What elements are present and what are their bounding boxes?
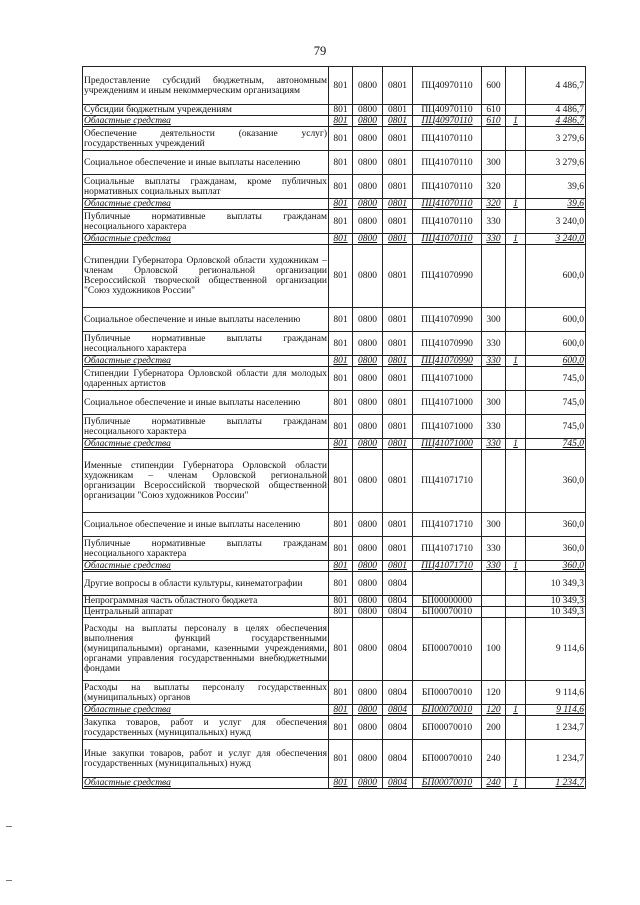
cell-code-section: 0800 — [353, 332, 383, 356]
cell-code-source — [506, 308, 526, 332]
table-row — [83, 415, 586, 439]
cell-amount: 39,6 — [526, 175, 586, 199]
cell-amount: 3 240,0 — [526, 234, 586, 245]
row-name: Социальное обеспечение и иные выплаты населению — [83, 308, 329, 332]
cell-code-expense-type: 330 — [482, 210, 506, 234]
row-name: Непрограммная часть областного бюджета — [83, 596, 329, 607]
cell-code-target: ПЦ41071710 — [413, 513, 482, 537]
cell-code-subsection: 0801 — [383, 210, 413, 234]
cell-code-target: ПЦ41071710 — [413, 561, 482, 572]
cell-code-admin: 801 — [329, 572, 353, 596]
row-name: Расходы на выплаты персоналу государственных (муниципальных) органов — [84, 682, 327, 703]
table-row — [83, 572, 586, 596]
cell-amount: 10 349,3 — [526, 572, 586, 596]
cell-code-section: 0800 — [353, 740, 383, 778]
cell-code-subsection: 0804 — [383, 716, 413, 740]
cell-code-section: 0800 — [353, 716, 383, 740]
cell-code-target: БП00070010 — [413, 618, 482, 681]
cell-code-source — [506, 513, 526, 537]
cell-code-expense-type — [482, 607, 506, 618]
cell-code-source: 1 — [506, 439, 526, 450]
cell-code-target: ПЦ41071000 — [413, 367, 482, 391]
cell-code-source: 1 — [506, 705, 526, 716]
table-row — [83, 681, 586, 705]
cell-amount: 745,0 — [526, 391, 586, 415]
budget-table-body — [83, 67, 586, 789]
cell-code-expense-type: 120 — [482, 681, 506, 705]
cell-amount: 3 279,6 — [526, 127, 586, 151]
table-row — [83, 367, 586, 391]
row-name: Публичные нормативные выплаты гражданам несоциального характера — [84, 416, 327, 437]
cell-code-subsection: 0801 — [383, 105, 413, 116]
cell-code-source — [506, 175, 526, 199]
cell-code-admin: 801 — [329, 618, 353, 681]
row-name: Расходы на выплаты персоналу в целях обеспечения выполнения функций государственными (муниципальными) органами, казенными учреждениями, органами управления государственными внебюджетными фондами — [83, 618, 329, 681]
cell-code-section: 0800 — [353, 234, 383, 245]
cell-code-section: 0800 — [353, 572, 383, 596]
cell-code-admin: 801 — [329, 561, 353, 572]
cell-code-section: 0800 — [353, 561, 383, 572]
cell-code-expense-type: 240 — [482, 740, 506, 778]
table-row — [83, 596, 586, 607]
cell-code-source — [506, 450, 526, 513]
cell-code-section: 0800 — [353, 618, 383, 681]
cell-code-subsection: 0801 — [383, 439, 413, 450]
table-row-regional-funds — [83, 561, 586, 572]
cell-code-source — [506, 572, 526, 596]
cell-code-expense-type — [482, 450, 506, 513]
cell-amount: 1 234,7 — [526, 778, 586, 789]
table-row — [83, 513, 586, 537]
cell-code-source — [506, 210, 526, 234]
cell-code-section: 0800 — [353, 175, 383, 199]
cell-amount: 360,0 — [526, 513, 586, 537]
cell-code-target: ПЦ41070990 — [413, 356, 482, 367]
cell-code-subsection: 0804 — [383, 778, 413, 789]
table-row-regional-funds — [83, 356, 586, 367]
cell-code-admin: 801 — [329, 778, 353, 789]
margin-mark — [6, 826, 12, 827]
cell-code-section: 0800 — [353, 450, 383, 513]
cell-code-section: 0800 — [353, 210, 383, 234]
cell-code-source: 1 — [506, 356, 526, 367]
cell-code-target: БП00000000 — [413, 596, 482, 607]
cell-code-source — [506, 740, 526, 778]
row-name: Публичные нормативные выплаты гражданам несоциального характера — [84, 538, 327, 559]
table-row — [83, 391, 586, 415]
cell-code-expense-type: 330 — [482, 439, 506, 450]
table-row-regional-funds — [83, 778, 586, 789]
row-name: Областные средства — [83, 234, 329, 245]
row-name: Другие вопросы в области культуры, кинематографии — [83, 572, 329, 596]
cell-code-admin: 801 — [329, 356, 353, 367]
budget-table — [82, 66, 586, 789]
cell-amount: 9 114,6 — [526, 618, 586, 681]
cell-code-expense-type: 200 — [482, 716, 506, 740]
table-row — [83, 537, 586, 561]
row-name: Именные стипендии Губернатора Орловской области художникам – членам Орловской региональной организации Всероссийской творческой общественной организации "Союз художников России" — [83, 450, 329, 513]
cell-code-subsection: 0801 — [383, 332, 413, 356]
cell-code-admin: 801 — [329, 332, 353, 356]
cell-code-expense-type: 330 — [482, 234, 506, 245]
cell-code-expense-type: 240 — [482, 778, 506, 789]
cell-code-subsection: 0801 — [383, 450, 413, 513]
cell-code-section: 0800 — [353, 308, 383, 332]
cell-code-section: 0800 — [353, 415, 383, 439]
cell-code-subsection: 0801 — [383, 127, 413, 151]
cell-code-subsection: 0801 — [383, 116, 413, 127]
row-name: Областные средства — [83, 199, 329, 210]
cell-code-expense-type — [482, 596, 506, 607]
cell-code-expense-type — [482, 127, 506, 151]
cell-code-subsection: 0801 — [383, 367, 413, 391]
cell-code-target: ПЦ40970110 — [413, 116, 482, 127]
table-row — [83, 308, 586, 332]
cell-code-source — [506, 716, 526, 740]
cell-code-source — [506, 245, 526, 308]
cell-amount: 745,0 — [526, 367, 586, 391]
cell-code-subsection: 0801 — [383, 199, 413, 210]
cell-code-section: 0800 — [353, 367, 383, 391]
cell-code-expense-type: 300 — [482, 513, 506, 537]
cell-code-expense-type: 320 — [482, 175, 506, 199]
cell-code-subsection: 0804 — [383, 681, 413, 705]
cell-code-section: 0800 — [353, 391, 383, 415]
cell-amount: 9 114,6 — [526, 705, 586, 716]
cell-code-expense-type: 330 — [482, 332, 506, 356]
cell-code-target: ПЦ41070990 — [413, 308, 482, 332]
row-name: Социальное обеспечение и иные выплаты населению — [83, 151, 329, 175]
cell-code-expense-type: 330 — [482, 356, 506, 367]
cell-code-expense-type: 610 — [482, 116, 506, 127]
row-name: Иные закупки товаров, работ и услуг для обеспечения государственных (муниципальных) нужд — [83, 740, 329, 778]
cell-code-admin: 801 — [329, 151, 353, 175]
cell-code-section: 0800 — [353, 67, 383, 105]
margin-mark — [6, 880, 12, 881]
cell-code-source — [506, 681, 526, 705]
cell-code-subsection: 0801 — [383, 151, 413, 175]
cell-code-subsection: 0801 — [383, 245, 413, 308]
cell-code-section: 0800 — [353, 607, 383, 618]
cell-code-admin: 801 — [329, 199, 353, 210]
cell-amount: 360,0 — [526, 561, 586, 572]
cell-code-subsection: 0801 — [383, 234, 413, 245]
cell-code-expense-type: 120 — [482, 705, 506, 716]
cell-code-target: БП00070010 — [413, 705, 482, 716]
cell-code-section: 0800 — [353, 439, 383, 450]
cell-code-expense-type: 610 — [482, 105, 506, 116]
cell-code-admin: 801 — [329, 127, 353, 151]
table-row — [83, 450, 586, 513]
cell-code-source: 1 — [506, 199, 526, 210]
row-name: Социальное обеспечение и иные выплаты населению — [83, 513, 329, 537]
cell-code-subsection: 0801 — [383, 537, 413, 561]
cell-code-section: 0800 — [353, 151, 383, 175]
cell-code-target: ПЦ41071000 — [413, 391, 482, 415]
cell-code-admin: 801 — [329, 716, 353, 740]
cell-code-expense-type — [482, 245, 506, 308]
cell-code-subsection: 0804 — [383, 618, 413, 681]
cell-code-source: 1 — [506, 234, 526, 245]
cell-code-target: ПЦ41070990 — [413, 245, 482, 308]
cell-code-admin: 801 — [329, 210, 353, 234]
cell-code-target: ПЦ40970110 — [413, 105, 482, 116]
row-name: Областные средства — [83, 705, 329, 716]
cell-code-subsection: 0801 — [383, 308, 413, 332]
cell-amount: 1 234,7 — [526, 716, 586, 740]
cell-code-source: 1 — [506, 561, 526, 572]
cell-code-subsection: 0804 — [383, 607, 413, 618]
cell-code-section: 0800 — [353, 513, 383, 537]
row-name: Областные средства — [83, 356, 329, 367]
row-name: Обеспечение деятельности (оказание услуг) государственных учреждений — [84, 128, 327, 149]
cell-code-source — [506, 415, 526, 439]
cell-code-subsection: 0801 — [383, 415, 413, 439]
cell-code-target: БП00070010 — [413, 716, 482, 740]
cell-code-admin: 801 — [329, 175, 353, 199]
cell-code-target: ПЦ41070110 — [413, 234, 482, 245]
cell-code-source — [506, 367, 526, 391]
cell-code-target: БП00070010 — [413, 740, 482, 778]
cell-code-admin: 801 — [329, 705, 353, 716]
cell-amount: 10 349,3 — [526, 607, 586, 618]
cell-code-subsection: 0801 — [383, 175, 413, 199]
cell-code-source — [506, 151, 526, 175]
cell-code-expense-type: 100 — [482, 618, 506, 681]
cell-code-target: ПЦ41070110 — [413, 151, 482, 175]
cell-code-section: 0800 — [353, 705, 383, 716]
cell-amount: 600,0 — [526, 356, 586, 367]
cell-amount: 360,0 — [526, 450, 586, 513]
table-row-regional-funds — [83, 705, 586, 716]
cell-code-admin: 801 — [329, 308, 353, 332]
cell-code-target: БП00070010 — [413, 681, 482, 705]
cell-code-source — [506, 607, 526, 618]
table-row-regional-funds — [83, 199, 586, 210]
row-name: Областные средства — [83, 439, 329, 450]
cell-amount: 4 486,7 — [526, 67, 586, 105]
cell-code-source: 1 — [506, 778, 526, 789]
cell-code-subsection: 0804 — [383, 596, 413, 607]
cell-amount: 9 114,6 — [526, 681, 586, 705]
table-row — [83, 618, 586, 681]
cell-code-section: 0800 — [353, 681, 383, 705]
cell-code-section: 0800 — [353, 245, 383, 308]
cell-amount: 10 349,3 — [526, 596, 586, 607]
cell-code-admin: 801 — [329, 67, 353, 105]
cell-code-target: ПЦ41070110 — [413, 127, 482, 151]
cell-code-admin: 801 — [329, 607, 353, 618]
cell-code-admin: 801 — [329, 234, 353, 245]
cell-code-section: 0800 — [353, 127, 383, 151]
table-row-regional-funds — [83, 439, 586, 450]
row-name: Социальное обеспечение и иные выплаты населению — [83, 391, 329, 415]
cell-code-admin: 801 — [329, 513, 353, 537]
cell-code-section: 0800 — [353, 537, 383, 561]
cell-code-target: ПЦ41071710 — [413, 537, 482, 561]
cell-code-target: ПЦ41071000 — [413, 415, 482, 439]
cell-code-expense-type: 300 — [482, 391, 506, 415]
cell-amount: 39,6 — [526, 199, 586, 210]
cell-code-target: ПЦ41070990 — [413, 332, 482, 356]
cell-code-source — [506, 67, 526, 105]
cell-amount: 3 279,6 — [526, 151, 586, 175]
cell-code-source: 1 — [506, 116, 526, 127]
cell-code-expense-type: 300 — [482, 308, 506, 332]
cell-code-subsection: 0801 — [383, 356, 413, 367]
cell-code-target: ПЦ41070110 — [413, 210, 482, 234]
cell-amount: 3 240,0 — [526, 210, 586, 234]
cell-code-target: ПЦ41070110 — [413, 199, 482, 210]
cell-code-admin: 801 — [329, 367, 353, 391]
cell-amount: 4 486,7 — [526, 105, 586, 116]
cell-code-subsection: 0804 — [383, 740, 413, 778]
table-row-regional-funds — [83, 234, 586, 245]
cell-code-target: ПЦ41070110 — [413, 175, 482, 199]
cell-amount: 600,0 — [526, 308, 586, 332]
cell-code-admin: 801 — [329, 450, 353, 513]
row-name: Субсидии бюджетным учреждениям — [83, 105, 329, 116]
row-name: Областные средства — [83, 116, 329, 127]
table-row — [83, 105, 586, 116]
cell-code-expense-type: 300 — [482, 151, 506, 175]
cell-code-section: 0800 — [353, 116, 383, 127]
table-row — [83, 210, 586, 234]
cell-code-target: БП00070010 — [413, 778, 482, 789]
cell-code-section: 0800 — [353, 356, 383, 367]
cell-code-source — [506, 332, 526, 356]
cell-code-source — [506, 105, 526, 116]
cell-code-subsection: 0801 — [383, 561, 413, 572]
row-name: Стипендии Губернатора Орловской области художникам – членам Орловской региональной организации Всероссийской творческой общественной организации "Союз художников России" — [83, 245, 329, 308]
cell-code-target — [413, 572, 482, 596]
cell-code-target: ПЦ40970110 — [413, 67, 482, 105]
row-name: Областные средства — [83, 778, 329, 789]
table-row — [83, 67, 586, 105]
cell-code-expense-type — [482, 367, 506, 391]
row-name: Публичные нормативные выплаты гражданам несоциального характера — [84, 211, 327, 232]
cell-code-source — [506, 391, 526, 415]
cell-code-expense-type: 320 — [482, 199, 506, 210]
cell-code-expense-type: 330 — [482, 537, 506, 561]
cell-code-subsection: 0804 — [383, 705, 413, 716]
cell-code-expense-type: 600 — [482, 67, 506, 105]
row-name: Стипендии Губернатора Орловской области для молодых одаренных артистов — [84, 368, 327, 389]
table-row — [83, 716, 586, 740]
table-row-regional-funds — [83, 116, 586, 127]
cell-code-expense-type: 330 — [482, 561, 506, 572]
cell-code-admin: 801 — [329, 415, 353, 439]
cell-code-admin: 801 — [329, 740, 353, 778]
cell-code-section: 0800 — [353, 778, 383, 789]
cell-code-expense-type — [482, 572, 506, 596]
cell-code-admin: 801 — [329, 116, 353, 127]
cell-code-subsection: 0804 — [383, 572, 413, 596]
cell-code-expense-type: 330 — [482, 415, 506, 439]
row-name: Закупка товаров, работ и услуг для обеспечения государственных (муниципальных) нужд — [84, 717, 327, 738]
table-row — [83, 245, 586, 308]
cell-amount: 1 234,7 — [526, 740, 586, 778]
cell-code-admin: 801 — [329, 596, 353, 607]
cell-code-source — [506, 618, 526, 681]
cell-code-section: 0800 — [353, 199, 383, 210]
table-row — [83, 740, 586, 778]
page-number: 79 — [313, 44, 327, 58]
table-row — [83, 607, 586, 618]
cell-code-target: БП00070010 — [413, 607, 482, 618]
row-name: Областные средства — [83, 561, 329, 572]
cell-code-admin: 801 — [329, 439, 353, 450]
cell-code-source — [506, 127, 526, 151]
cell-amount: 745,0 — [526, 415, 586, 439]
cell-amount: 600,0 — [526, 245, 586, 308]
row-name: Социальные выплаты гражданам, кроме публичных нормативных социальных выплат — [84, 176, 327, 197]
cell-code-admin: 801 — [329, 681, 353, 705]
cell-code-section: 0800 — [353, 105, 383, 116]
cell-code-target: ПЦ41071000 — [413, 439, 482, 450]
table-row — [83, 151, 586, 175]
cell-code-admin: 801 — [329, 391, 353, 415]
cell-amount: 600,0 — [526, 332, 586, 356]
cell-amount: 360,0 — [526, 537, 586, 561]
cell-code-subsection: 0801 — [383, 391, 413, 415]
table-row — [83, 127, 586, 151]
cell-code-target: ПЦ41071710 — [413, 450, 482, 513]
row-name: Предоставление субсидий бюджетным, автономным учреждениям и иным некоммерческим организациям — [83, 67, 329, 105]
cell-code-admin: 801 — [329, 105, 353, 116]
cell-code-admin: 801 — [329, 245, 353, 308]
cell-code-section: 0800 — [353, 596, 383, 607]
cell-code-subsection: 0801 — [383, 67, 413, 105]
cell-code-subsection: 0801 — [383, 513, 413, 537]
cell-code-source — [506, 537, 526, 561]
cell-code-admin: 801 — [329, 537, 353, 561]
cell-code-source — [506, 596, 526, 607]
table-row — [83, 175, 586, 199]
row-name: Центральный аппарат — [83, 607, 329, 618]
table-row — [83, 332, 586, 356]
cell-amount: 4 486,7 — [526, 116, 586, 127]
cell-amount: 745,0 — [526, 439, 586, 450]
row-name: Публичные нормативные выплаты гражданам несоциального характера — [84, 333, 327, 354]
